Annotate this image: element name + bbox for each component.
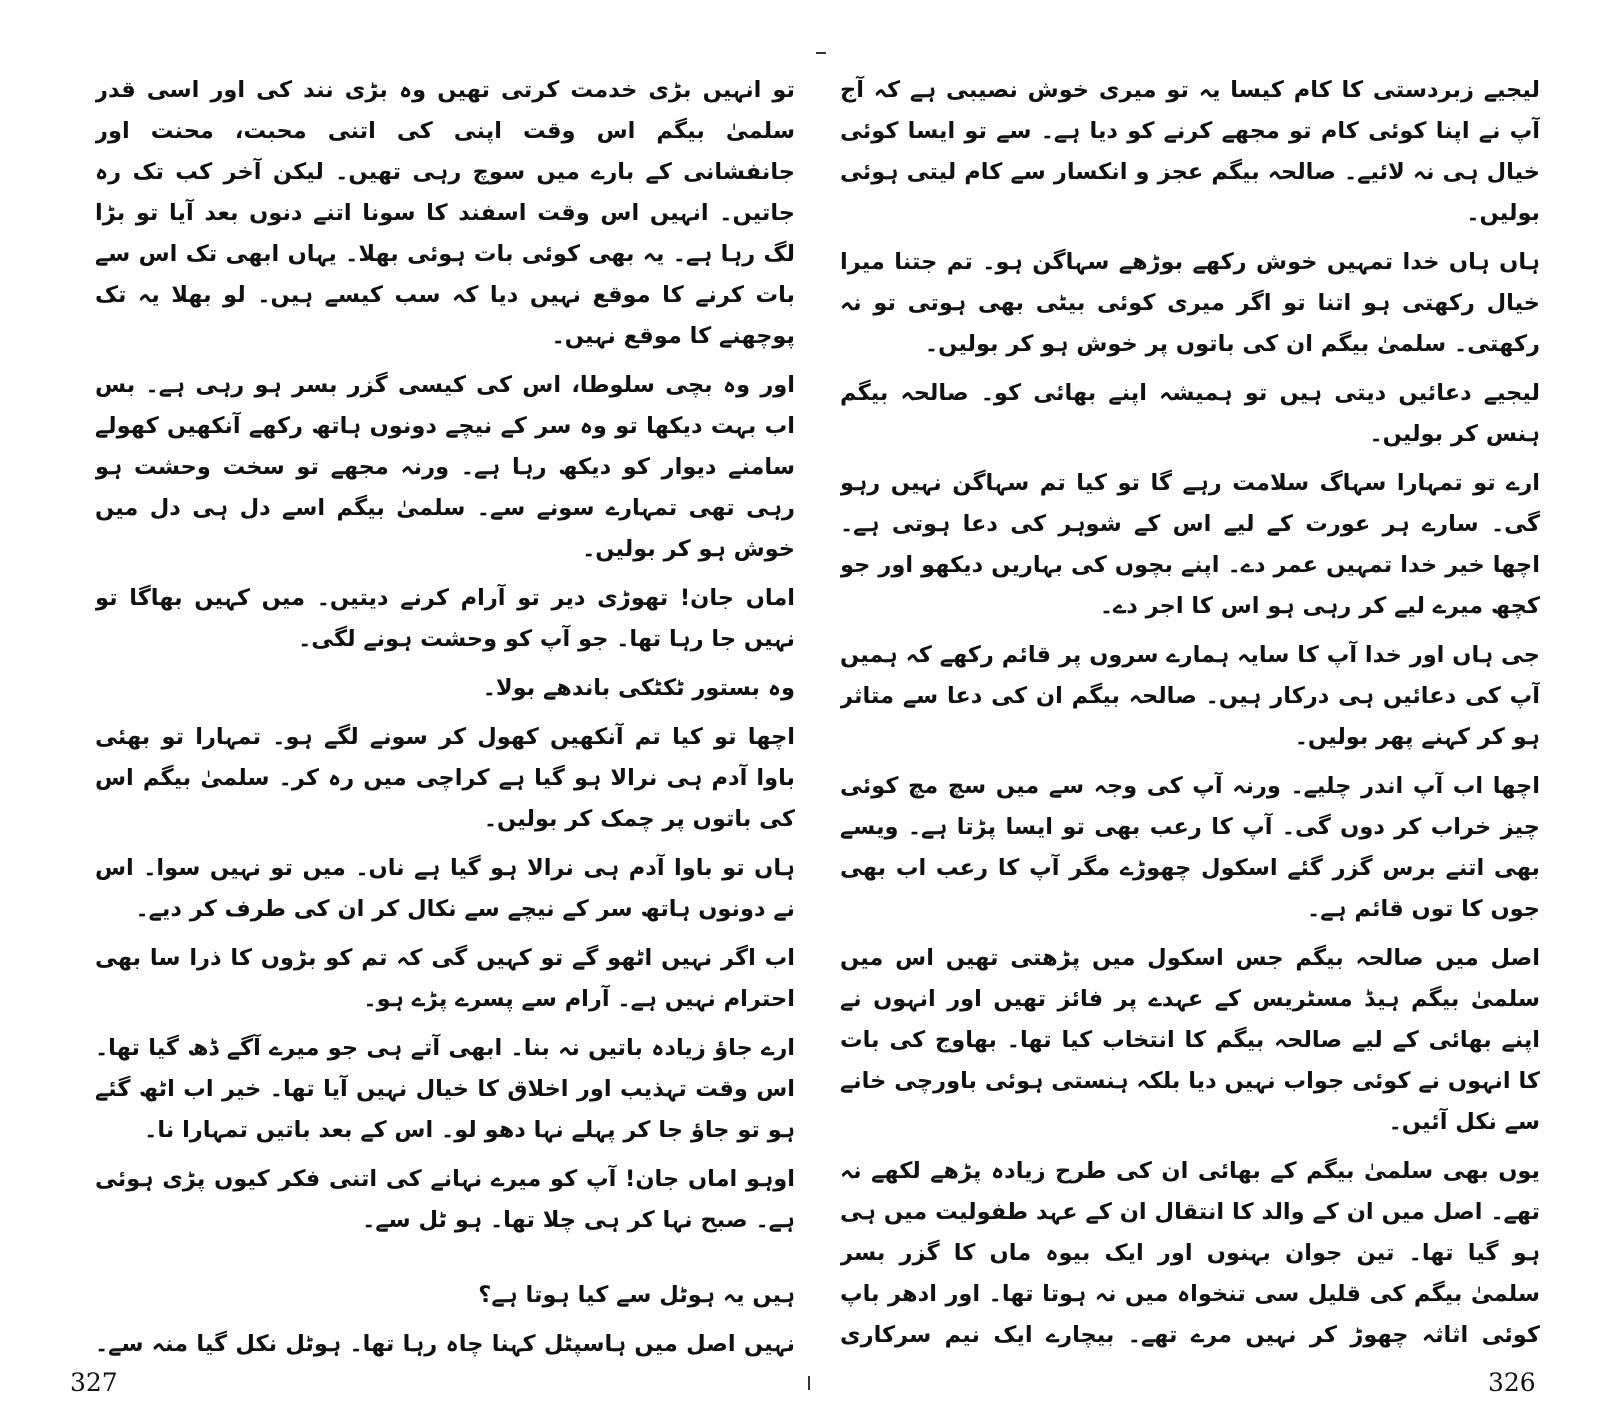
- paragraph: ہاں ہاں خدا تمہیں خوش رکھے بوڑھے سہاگن ہو۔ تم جتنا میرا خیال رکھتی ہو اتنا تو اگر میری کوئی بیٹی بھی ہوتی تو نہ رکھتی۔ سلمیٰ بیگم ان کی باتوں پر خوش ہو کر بولیں۔: [840, 249, 1540, 357]
- paragraph: اصل میں صالحہ بیگم جس اسکول میں پڑھتی تھیں اس میں سلمیٰ بیگم ہیڈ مسٹریس کے عہدے پر فائز تھیں اور انہوں نے اپنے بھائی کے لیے صالحہ بیگم کا انتخاب کیا تھا۔ بھاوج کی بات کا انہوں نے کوئی جواب نہیں دیا بلکہ ہنستی ہوئی باورچی خانے سے نکل آئیں۔: [840, 945, 1540, 1135]
- gutter-mark: [808, 1376, 810, 1390]
- page-number-right: 326: [1488, 1368, 1536, 1397]
- paragraph: لیجیے دعائیں دیتی ہیں تو ہمیشہ اپنے بھائی کو۔ صالحہ بیگم ہنس کر بولیں۔: [840, 380, 1540, 447]
- left-page: [95, 70, 795, 1360]
- paragraph: ارے جاؤ زیادہ باتیں نہ بنا۔ ابھی آتے ہی جو میرے آگے ڈھ گیا تھا۔ اس وقت تہذیب اور اخلاق کا خیال نہیں آیا تھا۔ خیر اب اٹھ گئے ہو تو جاؤ جا کر پہلے نہا دھو لو۔ اس کے بعد باتیں تمہارا نا۔: [95, 1035, 795, 1143]
- paragraph: اچھا تو کیا تم آنکھیں کھول کر سونے لگے ہو۔ تمہارا تو بھئی باوا آدم ہی نرالا ہو گیا ہے کراچی میں رہ کر۔ سلمیٰ بیگم اس کی باتوں پر چمک کر بولیں۔: [95, 724, 795, 832]
- page-number-left: 327: [70, 1368, 118, 1397]
- paragraph: نہیں اصل میں ہاسپٹل کہنا چاہ رہا تھا۔ ہوٹل نکل گیا منہ سے۔: [95, 1331, 795, 1357]
- paragraph: اچھا اب آپ اندر چلیے۔ ورنہ آپ کی وجہ سے میں سچ مچ کوئی چیز خراب کر دوں گی۔ آپ کا رعب بھی تو ایسا پڑتا ہے۔ ویسے بھی اتنے برس گزر گئے اسکول چھوڑے مگر آپ کا رعب اب بھی جوں کا توں قائم ہے۔: [840, 773, 1540, 922]
- paragraph: یوں بھی سلمیٰ بیگم کے بھائی ان کی طرح زیادہ پڑھے لکھے نہ تھے۔ اصل میں ان کے والد کا انتقال ان کے عہد طفولیت میں ہی ہو گیا تھا۔ تین جوان بہنوں اور ایک بیوہ ماں کا گزر بسر سلمیٰ بیگم کی قلیل سی تنخواہ میں نہ ہوتا تھا۔ اور ادھر باپ کوئی اثاثہ چھوڑ کر نہیں مرے تھے۔ بیچارے ایک نیم سرکاری: [840, 1158, 1540, 1348]
- paragraph: اوہو اماں جان! آپ کو میرے نہانے کی اتنی فکر کیوں پڑی ہوئی ہے۔ صبح نہا کر ہی چلا تھا۔ ہو ٹل سے۔: [95, 1166, 795, 1233]
- paragraph: تو انہیں بڑی خدمت کرتی تھیں وہ بڑی نند کی اور اسی قدر سلمیٰ بیگم اس وقت اپنی کی اتنی محبت، محنت اور جانفشانی کے بارے میں سوچ رہی تھیں۔ لیکن آخر کب تک رہ جاتیں۔ انہیں اس وقت اسفند کا سونا اتنے دنوں بعد آیا تو بڑا لگ رہا ہے۔ یہ بھی کوئی بات ہوئی بھلا۔ یہاں ابھی تک اس سے بات کرنے کا موقع نہیں دیا کہ سب کیسے ہیں۔ لو بھلا یہ تک پوچھنے کا موقع نہیں۔: [95, 77, 795, 349]
- gutter-mark: [816, 52, 826, 54]
- paragraph: اماں جان! تھوڑی دیر تو آرام کرنے دیتیں۔ میں کہیں بھاگا تو نہیں جا رہا تھا۔ جو آپ کو وحشت ہونے لگی۔: [95, 585, 795, 652]
- paragraph: لیجیے زبردستی کا کام کیسا یہ تو میری خوش نصیبی ہے کہ آج آپ نے اپنا کوئی کام تو مجھے کرنے کو دیا ہے۔ سے تو ایسا کوئی خیال ہی نہ لائیے۔ صالحہ بیگم عجز و انکسار سے کام لیتی ہوئی بولیں۔: [840, 77, 1540, 226]
- paragraph: اور وہ بچی سلوطا، اس کی کیسی گزر بسر ہو رہی ہے۔ بس اب بہت دیکھا تو وہ سر کے نیچے دونوں ہاتھ رکھے آنکھیں کھولے سامنے دیوار کو دیکھ رہا ہے۔ ورنہ مجھے تو سخت وحشت ہو رہی تھی تمہارے سونے سے۔ سلمیٰ بیگم اسے دل ہی دل میں خوش ہو کر بولیں۔: [95, 372, 795, 562]
- right-page: [840, 70, 1540, 1360]
- paragraph: ہیں یہ ہوٹل سے کیا ہوتا ہے؟: [478, 1282, 795, 1308]
- paragraph: ارے تو تمہارا سہاگ سلامت رہے گا تو کیا تم سہاگن نہیں رہو گی۔ سارے ہر عورت کے لیے اس کے شوہر کی دعا ہوتی ہے۔ اچھا خیر خدا تمہیں عمر دے۔ اپنے بچوں کی بہاریں دیکھو اور جو کچھ میرے لیے کر رہی ہو اس کا اجر دے۔: [840, 470, 1540, 619]
- paragraph: ہاں تو باوا آدم ہی نرالا ہو گیا ہے ناں۔ میں تو نہیں سوا۔ اس نے دونوں ہاتھ سر کے نیچے سے نکال کر ان کی طرف کر دیے۔: [95, 855, 795, 922]
- paragraph: وہ بستور ٹکٹکی باندھے بولا۔: [482, 675, 795, 701]
- section-break: [95, 1249, 795, 1275]
- paragraph: جی ہاں اور خدا آپ کا سایہ ہمارے سروں پر قائم رکھے کہ ہمیں آپ کی دعائیں ہی درکار ہیں۔ صالحہ بیگم ان کی دعا سے متاثر ہو کر کہنے پھر بولیں۔: [840, 642, 1540, 750]
- paragraph: اب اگر نہیں اٹھو گے تو کہیں گی کہ تم کو بڑوں کا ذرا سا بھی احترام نہیں ہے۔ آرام سے پسرے پڑے ہو۔: [95, 945, 795, 1012]
